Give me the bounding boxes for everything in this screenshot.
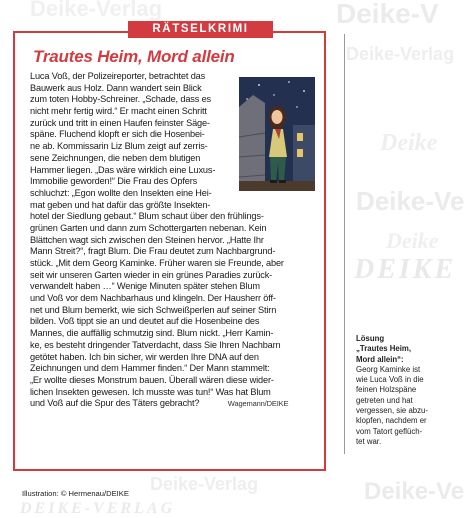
solution-line: wie Luca Voß in die bbox=[356, 375, 424, 385]
solution-line: feinen Holzspäne bbox=[356, 385, 417, 395]
solution-line: tet war. bbox=[356, 436, 382, 446]
story-line: und Voß vor dem Nachbarhaus und klingeln. Der Hausherr öff- bbox=[30, 293, 276, 304]
story-credit: Wagemann/DEIKE bbox=[227, 399, 289, 409]
section-kicker: RÄTSELKRIMI bbox=[128, 21, 273, 38]
story-line: zum toten Hobby-Schreiner. „Schade, dass es bbox=[30, 94, 211, 105]
watermark: Deike-Verlag bbox=[30, 0, 163, 21]
solution-line: klopfen, nachdem er bbox=[356, 416, 427, 426]
story-line: Mannes, die auffällig schmutzig sind. Blum nickt. „Herr Kamin- bbox=[30, 328, 274, 339]
solution-heading: Mord allein“: bbox=[356, 354, 404, 364]
story-line: schluchzt: „Egon wollte den Insekten eine Hei- bbox=[30, 187, 212, 198]
story-last-line bbox=[30, 398, 314, 410]
solution-line: Georg Kaminke ist bbox=[356, 364, 421, 374]
watermark: DEIKE-VERLAG bbox=[20, 500, 176, 517]
watermark: Deike bbox=[386, 228, 439, 253]
solution-line: vergessen, sie abzu- bbox=[356, 406, 428, 416]
story-line: seit wir unseren Garten wieder in ein grünes Paradies zurück- bbox=[30, 269, 273, 280]
story-text bbox=[30, 71, 314, 410]
story-line: grünen Garten und dann zum Schottergarten nebenan. Kein bbox=[30, 222, 267, 233]
story-line: Blättchen wagt sich zwischen den Steinen hervor. „Hatte Ihr bbox=[30, 234, 264, 245]
solution-heading: Lösung bbox=[356, 334, 385, 343]
solution-heading: „Trautes Heim, bbox=[356, 344, 412, 354]
story-line: ne ab. Kommissarin Liz Blum zeigt auf zerris- bbox=[30, 141, 208, 152]
story-line: Zeichnungen und dem Hammer finden.“ Der Mann stammelt: bbox=[30, 363, 270, 374]
solution-line: vom Tatort geflüch- bbox=[356, 426, 423, 436]
column-divider bbox=[344, 34, 345, 454]
story-line: Bauwerk aus Holz. Dann wandert sein Blick bbox=[30, 82, 202, 93]
illustration-caption: Illustration: © Hermenau/DEIKE bbox=[22, 489, 129, 498]
story-line: hotel der Siedlung gebaut.“ Blum schaut über den frühlings- bbox=[30, 211, 264, 222]
watermark: Deike-V bbox=[336, 0, 439, 29]
story-line: verwandelt haben …“ Wenige Minuten später stehen Blum bbox=[30, 281, 260, 292]
story-line: getötet haben. Ich bin sicher, wir werden Ihre DNA auf den bbox=[30, 351, 259, 362]
watermark: Deike-Ve bbox=[356, 186, 464, 216]
story-line: späne. Fluchend klopft er sich die Hosenbei- bbox=[30, 129, 205, 140]
watermark: Deike-Verlag bbox=[150, 474, 259, 494]
story-line: Mann Streit?“, fragt Blum. Die Frau deutet zum Nachbargrund- bbox=[30, 246, 276, 257]
story-line: „Er wollte dieses Monstrum bauen. Überall wären diese wider- bbox=[30, 374, 274, 385]
story-title: Trautes Heim, Mord allein bbox=[33, 47, 235, 66]
story-line: und Voß auf die Spur des Täters gebracht? bbox=[30, 398, 200, 409]
story-line: ke, es besteht dringender Tatverdacht, dass Sie Ihren Nachbarn bbox=[30, 339, 281, 350]
story-line: net und Blum bemerkt, wie sich Schweißperlen auf seiner Stirn bbox=[30, 304, 277, 315]
watermark: Deike bbox=[380, 130, 438, 156]
story-line: mat geben und hat dafür das größte Insekten- bbox=[30, 199, 211, 210]
solution-block bbox=[356, 334, 448, 447]
story-line: Immobilie geworden!“ Die Frau des Opfers bbox=[30, 176, 198, 187]
story-line: nicht mehr fertig wird.“ Er macht einen Schritt bbox=[30, 106, 207, 117]
watermark: Deike-Verlag bbox=[346, 44, 455, 64]
story-line: Luca Voß, der Polizeireporter, betrachtet das bbox=[30, 71, 206, 81]
solution-line: getreten und hat bbox=[356, 395, 413, 405]
story-line: stück. „Mit dem Georg Kaminke. Früher waren sie Freunde, aber bbox=[30, 258, 284, 268]
watermark: DEIKE bbox=[354, 254, 457, 285]
story-line: sene Zeichnungen, die neben dem blutigen bbox=[30, 152, 201, 163]
story-line: bilden. Voß tippt sie an und deutet auf die Hosenbeine des bbox=[30, 316, 260, 327]
story-line: zurück und tritt in einen Haufen feinster Säge- bbox=[30, 117, 210, 128]
story-line: lichen Insekten gewesen. Ich musste was tun!“ Was hat Blum bbox=[30, 386, 271, 397]
watermark: Deike-Ve bbox=[364, 478, 464, 505]
story-line: Hammer liegen. „Das wäre wirklich eine Luxus- bbox=[30, 164, 216, 175]
